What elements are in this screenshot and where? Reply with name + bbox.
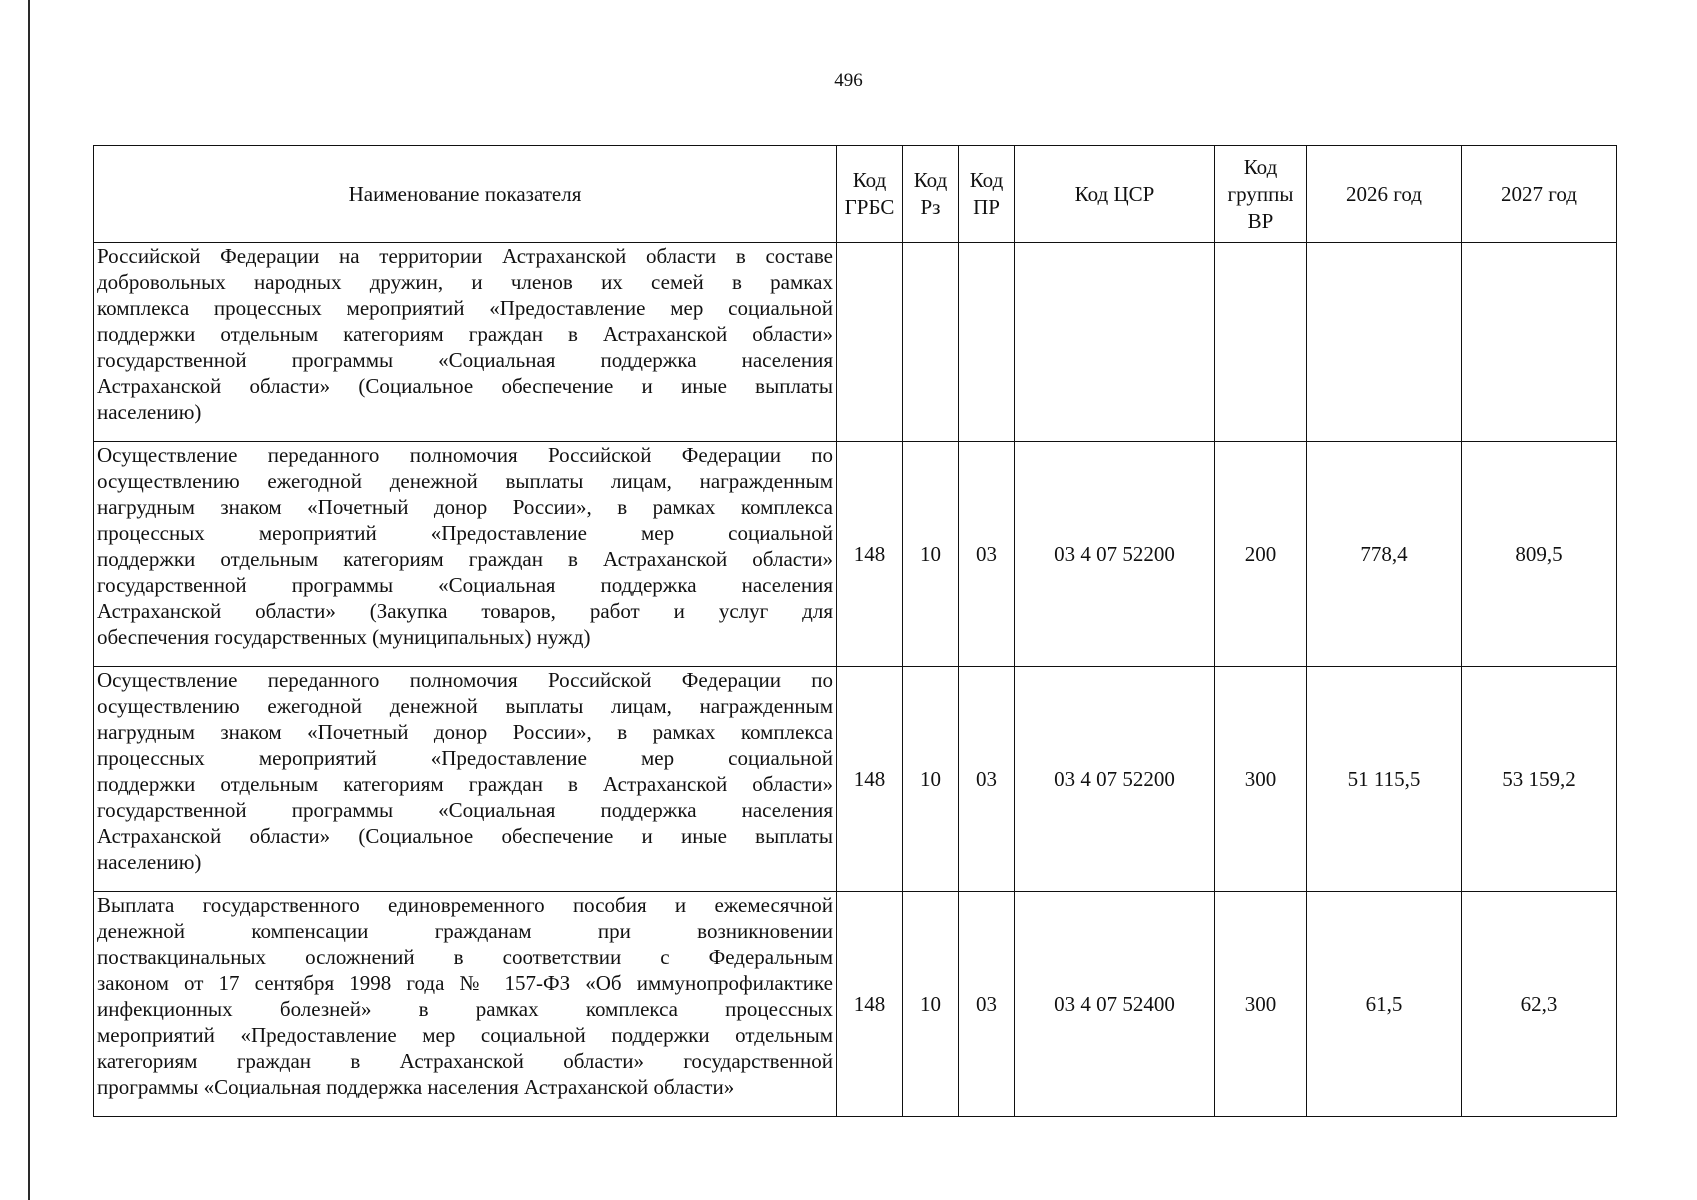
cell-rz: 10 (903, 667, 959, 892)
indicator-name-line: процессных мероприятий «Предоставление мер социальной (97, 746, 833, 770)
cell-pr (959, 243, 1015, 442)
indicator-name-line: добровольных народных дружин, и членов их семей в рамках (97, 270, 833, 294)
indicator-name-line: инфекционных болезней» в рамках комплекса процессных (97, 997, 833, 1021)
cell-y2026: 61,5 (1307, 892, 1462, 1117)
cell-csr (1015, 243, 1215, 442)
indicator-name-line: поддержки отдельным категориям граждан в Астраханской области» (97, 772, 833, 796)
header-pr: Код ПР (959, 146, 1015, 243)
indicator-name-line: населению) (97, 850, 202, 874)
cell-rz: 10 (903, 892, 959, 1117)
indicator-name-line: комплекса процессных мероприятий «Предоставление мер социальной (97, 296, 833, 320)
indicator-name-cell (94, 243, 837, 442)
cell-grbs (837, 243, 903, 442)
indicator-name-line: нагрудным знаком «Почетный донор России», в рамках комплекса (97, 720, 833, 744)
indicator-name-line: Осуществление переданного полномочия Российской Федерации по (97, 668, 833, 692)
table-row (94, 243, 1617, 442)
indicator-name-line: обеспечения государственных (муниципальных) нужд) (97, 625, 591, 649)
indicator-name-line: Российской Федерации на территории Астраханской области в составе (97, 244, 833, 268)
indicator-name-line: мероприятий «Предоставление мер социальной поддержки отдельным (97, 1023, 833, 1047)
cell-pr: 03 (959, 442, 1015, 667)
indicator-name-line: осуществлению ежегодной денежной выплаты лицам, награжденным (97, 694, 833, 718)
indicator-name-line: Выплата государственного единовременного пособия и ежемесячной (97, 893, 833, 917)
cell-vr: 200 (1215, 442, 1307, 667)
header-name: Наименование показателя (94, 146, 837, 243)
indicator-name-line: нагрудным знаком «Почетный донор России», в рамках комплекса (97, 495, 833, 519)
cell-csr: 03 4 07 52200 (1015, 442, 1215, 667)
cell-pr: 03 (959, 892, 1015, 1117)
indicator-name-line: государственной программы «Социальная поддержка населения (97, 573, 833, 597)
indicator-name-line: поддержки отдельным категориям граждан в Астраханской области» (97, 322, 833, 346)
indicator-name-line: государственной программы «Социальная поддержка населения (97, 348, 833, 372)
header-csr: Код ЦСР (1015, 146, 1215, 243)
cell-csr: 03 4 07 52200 (1015, 667, 1215, 892)
indicator-name-line: денежной компенсации гражданам при возникновении (97, 919, 833, 943)
page-number: 496 (834, 70, 863, 91)
header-rz: Код Рз (903, 146, 959, 243)
cell-pr: 03 (959, 667, 1015, 892)
table-row (94, 892, 1617, 1117)
cell-y2027: 62,3 (1462, 892, 1617, 1117)
indicator-name-cell (94, 442, 837, 667)
cell-vr (1215, 243, 1307, 442)
cell-y2027 (1462, 243, 1617, 442)
header-vr: Код группы ВР (1215, 146, 1307, 243)
cell-y2026 (1307, 243, 1462, 442)
indicator-name-line: процессных мероприятий «Предоставление мер социальной (97, 521, 833, 545)
cell-y2027: 809,5 (1462, 442, 1617, 667)
cell-vr: 300 (1215, 892, 1307, 1117)
cell-rz: 10 (903, 442, 959, 667)
header-grbs: Код ГРБС (837, 146, 903, 243)
cell-y2027: 53 159,2 (1462, 667, 1617, 892)
indicator-name-cell (94, 892, 837, 1117)
header-2027: 2027 год (1462, 146, 1617, 243)
cell-csr: 03 4 07 52400 (1015, 892, 1215, 1117)
indicator-name-line: Астраханской области» (Социальное обеспечение и иные выплаты (97, 374, 833, 398)
scan-edge-line (28, 0, 30, 1200)
indicator-name-line: программы «Социальная поддержка населения Астраханской области» (97, 1075, 735, 1099)
cell-vr: 300 (1215, 667, 1307, 892)
cell-y2026: 51 115,5 (1307, 667, 1462, 892)
indicator-name-line: Астраханской области» (Закупка товаров, работ и услуг для (97, 599, 833, 623)
indicator-name-line: населению) (97, 400, 202, 424)
indicator-name-line: государственной программы «Социальная поддержка населения (97, 798, 833, 822)
indicator-name-line: законом от 17 сентября 1998 года № 157-ФЗ «Об иммунопрофилактике (97, 971, 833, 995)
indicator-name-cell (94, 667, 837, 892)
cell-grbs: 148 (837, 892, 903, 1117)
cell-grbs: 148 (837, 667, 903, 892)
indicator-name-line: Астраханской области» (Социальное обеспечение и иные выплаты (97, 824, 833, 848)
indicator-name-line: Осуществление переданного полномочия Российской Федерации по (97, 443, 833, 467)
indicator-name-line: осуществлению ежегодной денежной выплаты лицам, награжденным (97, 469, 833, 493)
cell-grbs: 148 (837, 442, 903, 667)
table-row (94, 442, 1617, 667)
header-2026: 2026 год (1307, 146, 1462, 243)
cell-y2026: 778,4 (1307, 442, 1462, 667)
indicator-name-line: поствакцинальных осложнений в соответствии с Федеральным (97, 945, 833, 969)
indicator-name-line: поддержки отдельным категориям граждан в Астраханской области» (97, 547, 833, 571)
table-header-row (94, 146, 1617, 243)
cell-rz (903, 243, 959, 442)
indicator-name-line: категориям граждан в Астраханской области» государственной (97, 1049, 833, 1073)
table-row (94, 667, 1617, 892)
budget-table (93, 145, 1617, 1117)
